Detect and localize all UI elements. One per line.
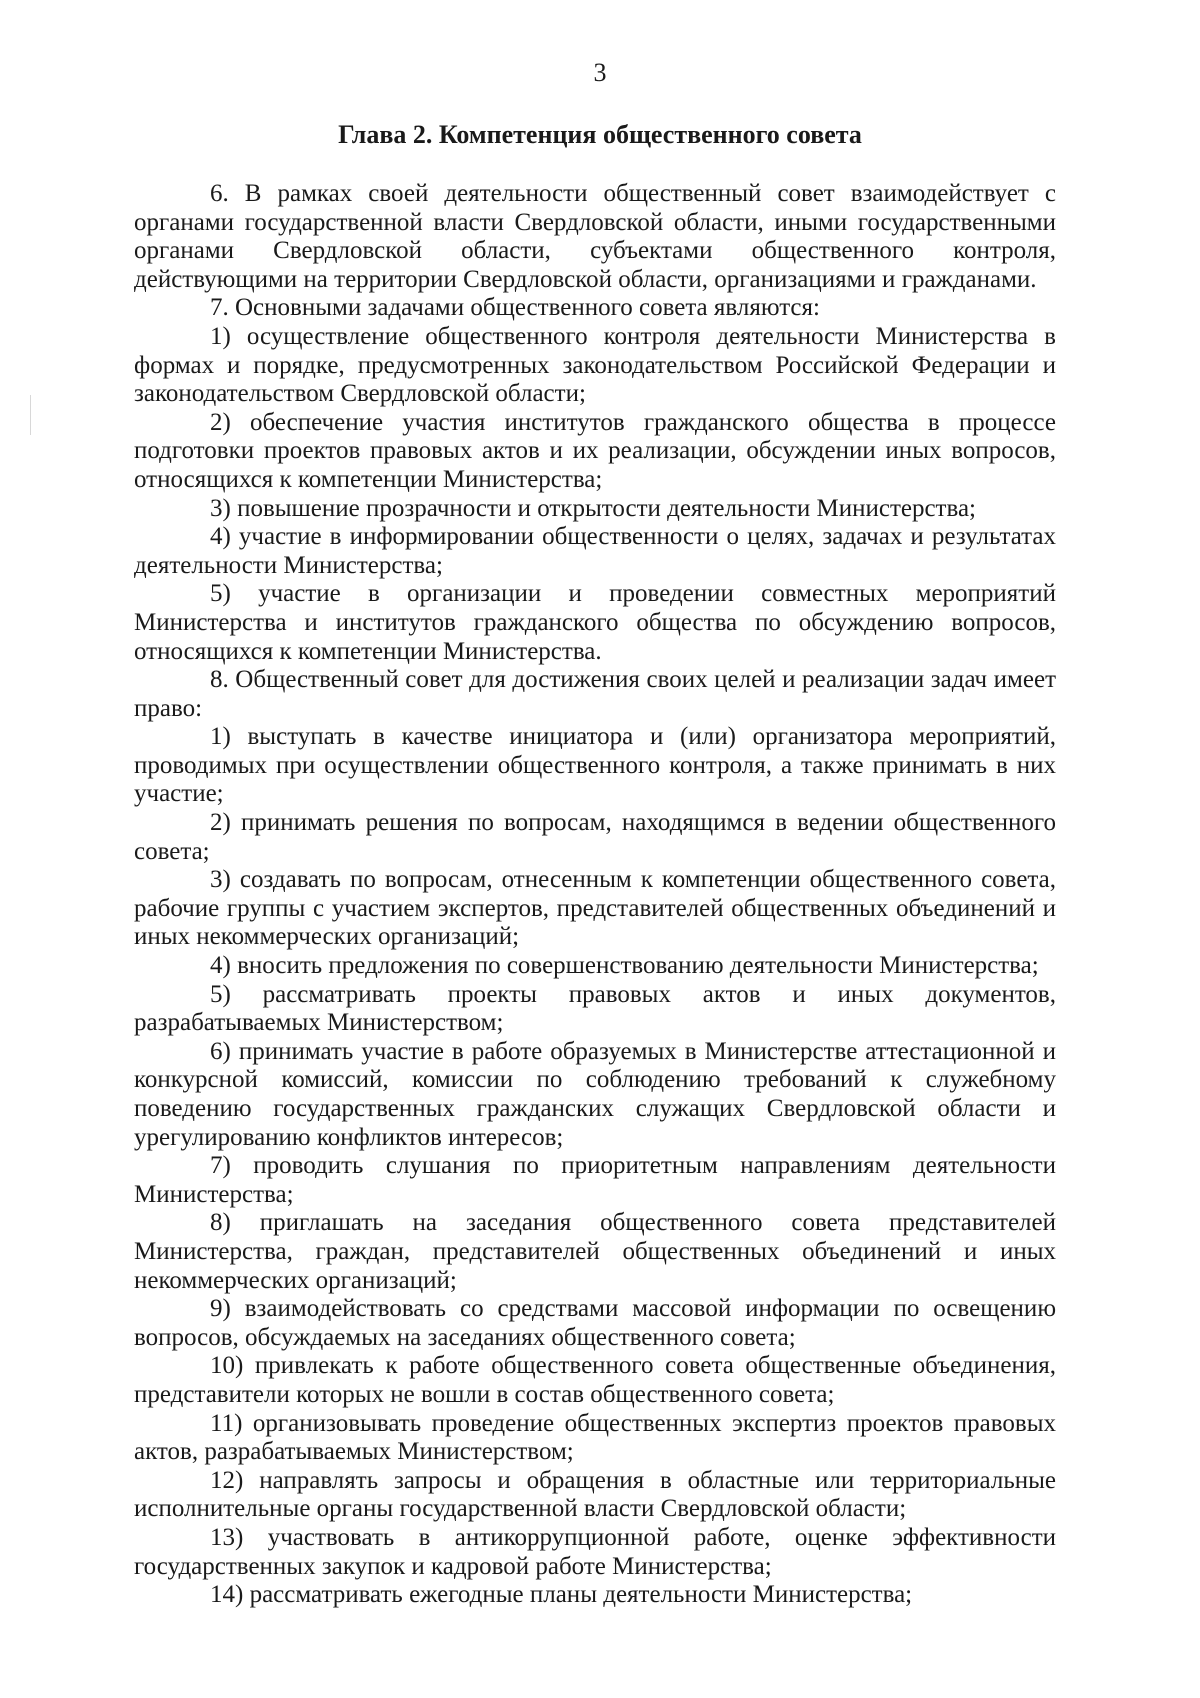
chapter-title: Глава 2. Компетенция общественного совета [338, 120, 862, 149]
paragraph-8-item-6: 6) принимать участие в работе образуемых в Министерстве аттестационной и конкурсной комиссий, комиссии по соблюдению требований к служебному поведению государственных гражданских служащих Свердловской области и урегулированию конфликтов интересов; [134, 1037, 1056, 1151]
paragraph-8-item-10: 10) привлекать к работе общественного совета общественные объединения, представители которых не вошли в состав общественного совета; [134, 1352, 1056, 1408]
paragraph-7-item-5: 5) участие в организации и проведении совместных мероприятий Министерства и институтов гражданского общества по обсуждению вопросов, относящихся к компетенции Министерства. [134, 580, 1056, 665]
paragraph-8-item-11: 11) организовывать проведение общественных экспертиз проектов правовых актов, разрабатываемых Министерством; [134, 1409, 1056, 1466]
paragraph-7-item-2: 2) обеспечение участия институтов гражданского общества в процессе подготовки проектов правовых актов и их реализации, обсуждении иных вопросов, относящихся к компетенции Министерства; [134, 408, 1056, 493]
paragraph-6: 6. В рамках своей деятельности общественный совет взаимодействует с органами государственной власти Свердловской области, иными государственными органами Свердловской области, субъектами общественного контроля, действующими на территории Свердловской области, организациями и гражданами. [134, 180, 1056, 293]
scan-margin-mark [30, 395, 31, 435]
paragraph-8-item-9: 9) взаимодействовать со средствами массовой информации по освещению вопросов, обсуждаемых на заседаниях общественного совета; [134, 1295, 1056, 1351]
document-body [134, 180, 1056, 1610]
paragraph-7-item-1: 1) осуществление общественного контроля деятельности Министерства в формах и порядке, предусмотренных законодательством Российской Федерации и законодательством Свердловской области; [134, 322, 1056, 408]
paragraph-8-item-12: 12) направлять запросы и обращения в областные или территориальные исполнительные органы государственной власти Свердловской области; [134, 1466, 1056, 1523]
paragraph-8-item-1: 1) выступать в качестве инициатора и (или) организатора мероприятий, проводимых при осуществлении общественного контроля, а также принимать в них участие; [134, 723, 1056, 808]
paragraph-8-item-2: 2) принимать решения по вопросам, находящимся в ведении общественного совета; [134, 809, 1056, 865]
paragraph-8-item-4: 4) вносить предложения по совершенствованию деятельности Министерства; [210, 952, 1039, 980]
paragraph-8-item-14: 14) рассматривать ежегодные планы деятельности Министерства; [210, 1581, 913, 1609]
paragraph-8: 8. Общественный совет для достижения своих целей и реализации задач имеет право: [134, 666, 1056, 722]
page-number: 3 [593, 58, 607, 87]
paragraph-8-item-13: 13) участвовать в антикоррупционной работе, оценке эффективности государственных закупок и кадровой работе Министерства; [134, 1523, 1056, 1580]
paragraph-8-item-3: 3) создавать по вопросам, отнесенным к компетенции общественного совета, рабочие группы с участием экспертов, представителей общественных объединений и иных некоммерческих организаций; [134, 866, 1056, 951]
paragraph-8-item-8: 8) приглашать на заседания общественного совета представителей Министерства, граждан, представителей общественных объединений и иных некоммерческих организаций; [134, 1209, 1056, 1294]
paragraph-7-item-3: 3) повышение прозрачности и открытости деятельности Министерства; [210, 494, 977, 522]
paragraph-8-item-5: 5) рассматривать проекты правовых актов и иных документов, разрабатываемых Министерством; [134, 980, 1056, 1037]
paragraph-7-item-4: 4) участие в информировании общественности о целях, задачах и результатах деятельности Министерства; [134, 523, 1056, 579]
paragraph-7: 7. Основными задачами общественного совета являются: [210, 294, 820, 322]
paragraph-8-item-7: 7) проводить слушания по приоритетным направлениям деятельности Министерства; [134, 1152, 1056, 1208]
